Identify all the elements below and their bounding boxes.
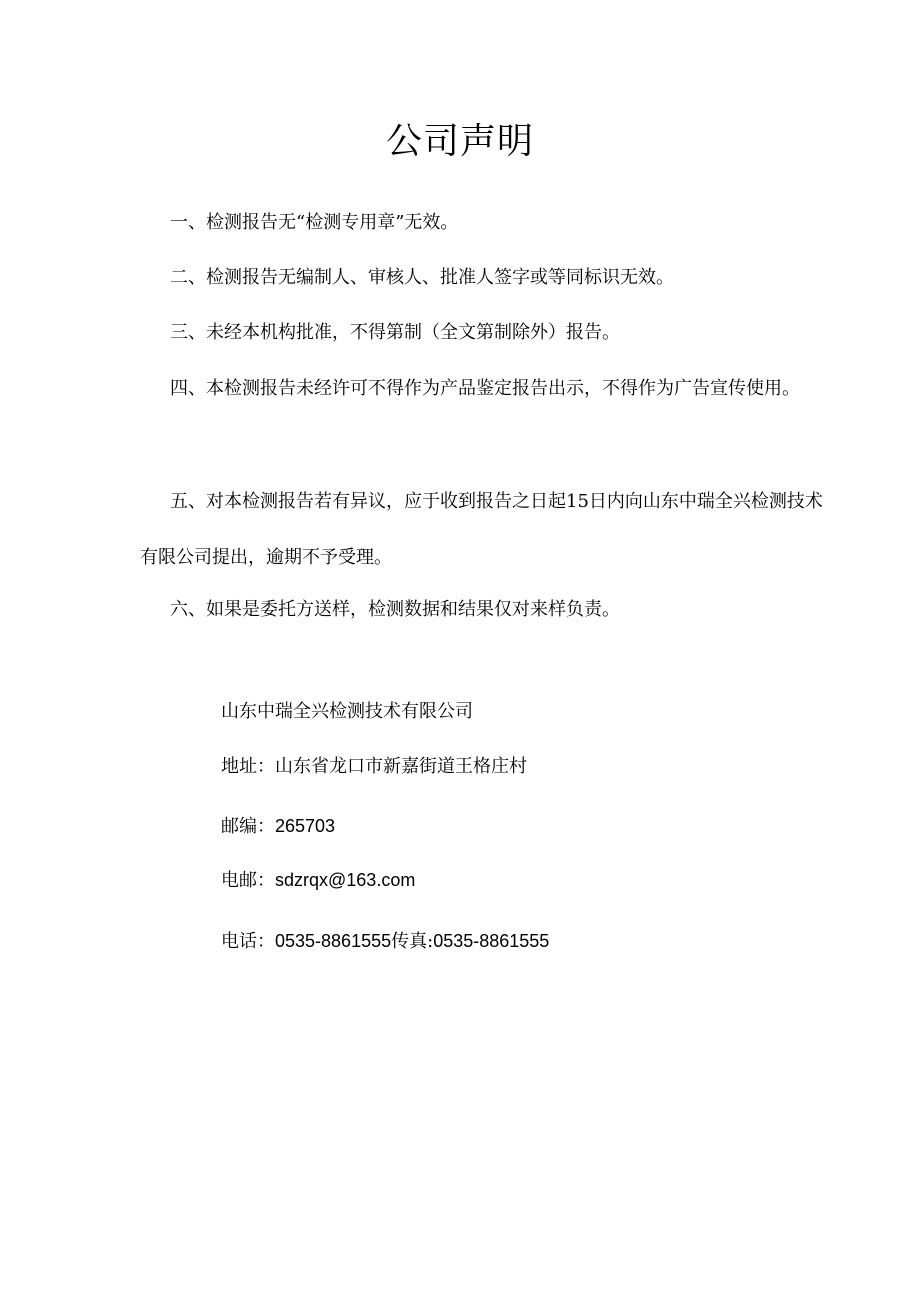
phone-label: 电话：: [221, 931, 275, 952]
document-title: 公司声明: [385, 121, 534, 162]
clause-5: 五、对本检测报告若有异议，应于收到报告之日起15日内向山东中瑞全兴检测技术有限公司提出，逾期不予受理。: [140, 491, 823, 568]
clause-2: 二、检测报告无编制人、审核人、批准人签字或等同标识无效。: [170, 267, 674, 288]
phone-fax-line: [221, 927, 549, 956]
company-name: 山东中瑞全兴检测技术有限公司: [221, 701, 473, 722]
fax-label: 传真:: [391, 931, 434, 952]
phone-value: 0535-8861555: [275, 931, 392, 951]
clause-3: 三、未经本机构批准，不得第制（全文第制除外）报告。: [170, 322, 620, 343]
email-label: 电邮：: [221, 870, 275, 891]
clause-4: 四、本检测报告未经许可不得作为产品鉴定报告出示，不得作为广告宣传使用。: [170, 378, 800, 399]
postcode-label: 邮编：: [221, 816, 275, 837]
address-label: 地址：: [221, 756, 275, 777]
clause-1: 一、检测报告无“检测专用章”无效。: [170, 212, 459, 233]
email-line: [221, 866, 415, 895]
postcode-value: 265703: [275, 816, 336, 836]
address-value: 山东省龙口市新嘉街道王格庄村: [275, 756, 527, 777]
clause-6: 六、如果是委托方送样，检测数据和结果仅对来样负责。: [170, 599, 620, 620]
postcode-line: [221, 812, 335, 841]
fax-value: 0535-8861555: [433, 931, 550, 951]
email-value: sdzrqx@163.com: [275, 870, 416, 890]
address-line: [221, 753, 527, 781]
